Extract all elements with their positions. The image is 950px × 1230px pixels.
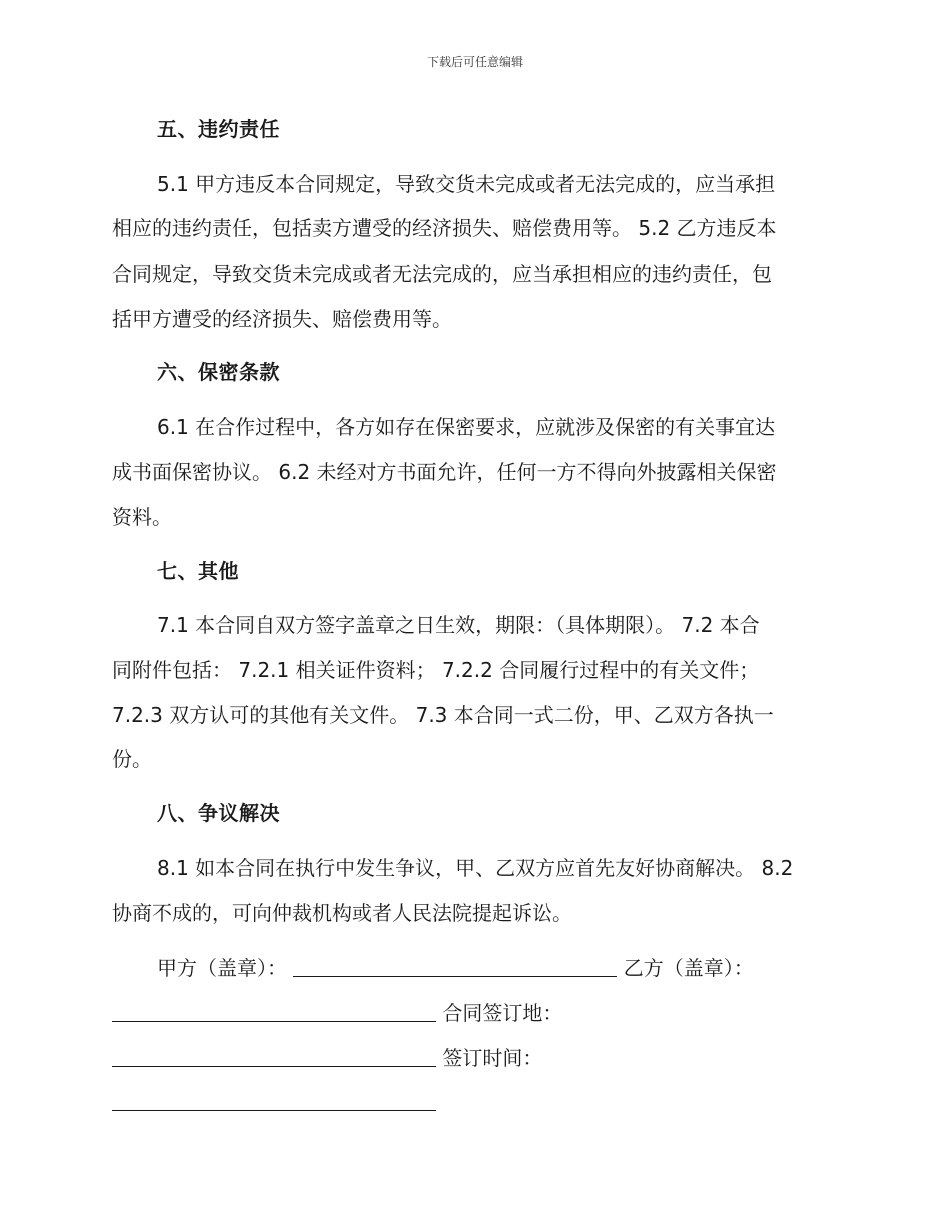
paragraph-line: 同附件包括： 7.2.1 相关证件资料； 7.2.2 合同履行过程中的有关文件； <box>112 658 760 682</box>
signing-place-blank[interactable] <box>112 1048 436 1067</box>
paragraph-line: 8.1 如本合同在执行中发生争议，甲、乙双方应首先友好协商解决。 8.2 <box>157 856 794 880</box>
signing-time-blank[interactable] <box>112 1092 436 1111</box>
paragraph-line: 成书面保密协议。 6.2 未经对方书面允许，任何一方不得向外披露相关保密 <box>112 460 777 484</box>
signature-line-end <box>112 1088 436 1116</box>
section-heading-breach: 五、违约责任 <box>157 117 280 141</box>
signature-line-time <box>112 1044 542 1072</box>
party-b-signature-blank[interactable] <box>112 1003 436 1022</box>
signing-place-label: 合同签订地： <box>442 1001 563 1025</box>
paragraph-line: 6.1 在合作过程中，各方如存在保密要求，应就涉及保密的有关事宜达 <box>157 415 776 439</box>
paragraph-line: 协商不成的，可向仲裁机构或者人民法院提起诉讼。 <box>112 901 572 925</box>
signature-line-place <box>112 999 562 1027</box>
paragraph-line: 合同规定，导致交货未完成或者无法完成的，应当承担相应的违约责任，包 <box>112 262 772 286</box>
section-heading-confidentiality: 六、保密条款 <box>157 360 280 384</box>
page-header: 下载后可任意编辑 <box>426 55 523 69</box>
paragraph-line: 份。 <box>112 747 152 771</box>
paragraph-line: 资料。 <box>112 505 172 529</box>
paragraph-line: 7.1 本合同自双方签字盖章之日生效，期限：（具体期限）。 7.2 本合 <box>157 613 760 637</box>
party-a-label: 甲方（盖章）： <box>157 956 287 980</box>
section-heading-dispute: 八、争议解决 <box>157 801 280 825</box>
signing-time-label: 签订时间： <box>442 1046 543 1070</box>
paragraph-line: 相应的违约责任，包括卖方遭受的经济损失、赔偿费用等。 5.2 乙方违反本 <box>112 216 777 240</box>
party-b-label: 乙方（盖章）： <box>623 956 754 980</box>
section-heading-other: 七、其他 <box>157 559 239 583</box>
signature-line-parties <box>157 954 754 982</box>
paragraph-line: 7.2.3 双方认可的其他有关文件。 7.3 本合同一式二份，甲、乙双方各执一 <box>112 703 774 727</box>
paragraph-line: 5.1 甲方违反本合同规定，导致交货未完成或者无法完成的，应当承担 <box>157 172 776 196</box>
paragraph-line: 括甲方遭受的经济损失、赔偿费用等。 <box>112 307 452 331</box>
party-a-signature-blank[interactable] <box>293 958 617 977</box>
